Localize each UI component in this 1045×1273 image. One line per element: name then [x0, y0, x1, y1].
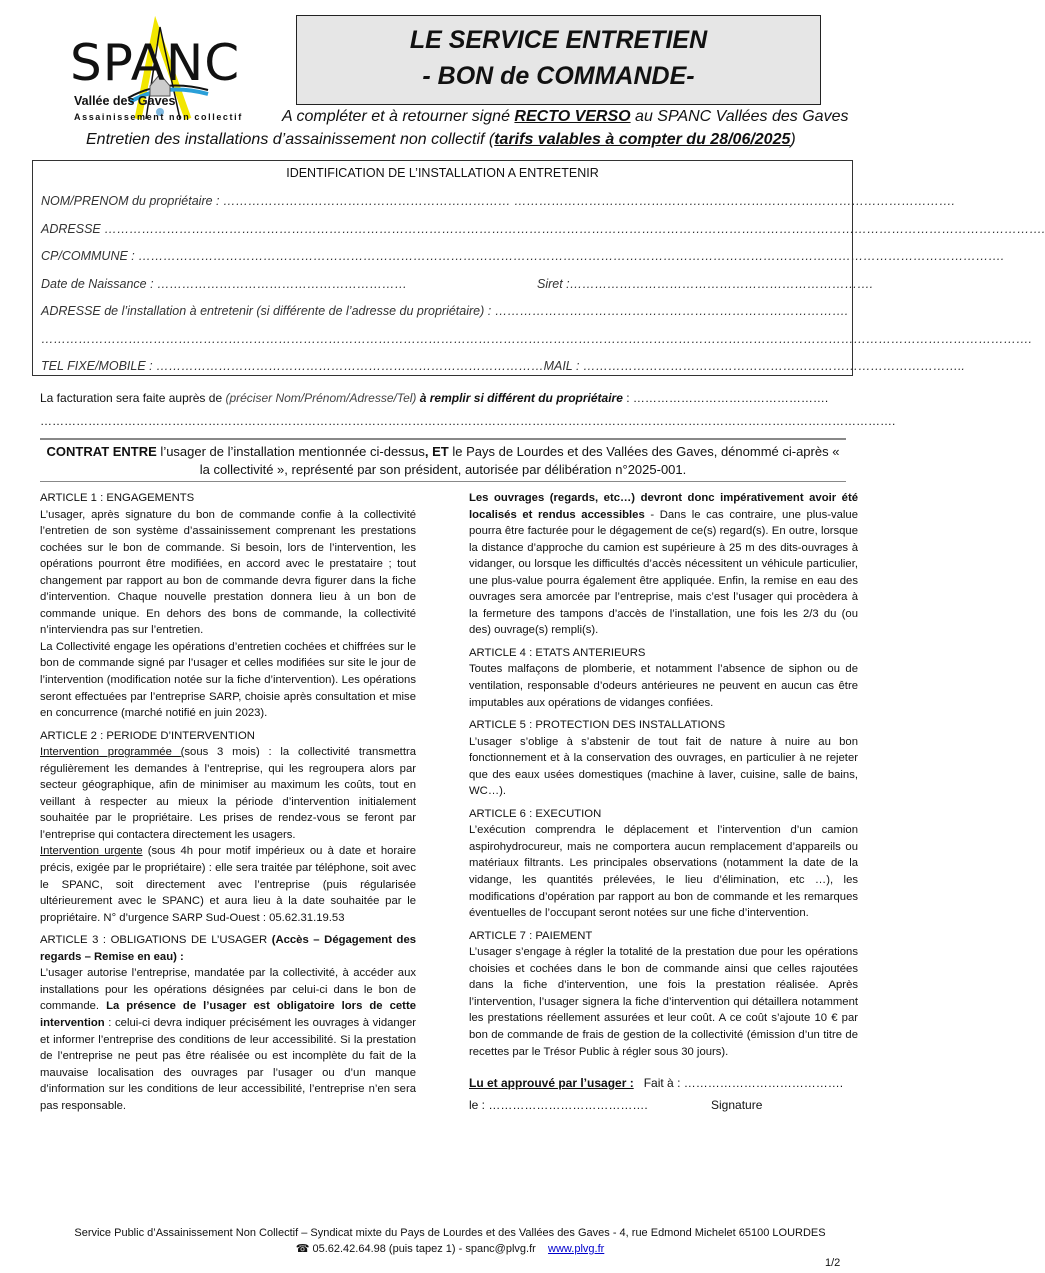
identification-form: [32, 160, 1045, 376]
article: [469, 806, 858, 922]
signature-label: Signature: [711, 1098, 763, 1113]
contract-statement: [40, 443, 846, 479]
divider: [40, 481, 846, 482]
article: [40, 728, 416, 927]
article-title: [469, 645, 858, 662]
title-box: [296, 15, 821, 105]
article-paragraph: [40, 843, 416, 926]
siret-field[interactable]: Siret :……………………………………………………………….: [537, 277, 874, 291]
birth-date-field[interactable]: Date de Naissance : ……………………………………………………: [41, 277, 408, 291]
paragraph-text: sous 3 mois) : la collectivité transmettra régulièrement les demandes à l’entreprise, qui les regroupera alors par secteur géographique, afin de minimiser au maximum les coûts, tout en veillant à respecter au mieux la période d’intervention initialement souhaitée par le propriétaire. Les prises de rendez-vous se feront par l’entreprise qui contactera directement les usagers.: [40, 746, 417, 841]
contract-text: le Pays de Lourdes et des Vallées des Gaves, dénommé ci-après « la collectivité », représenté par son président, autorisée par délibération n°2025-001.: [199, 444, 840, 477]
subtitle-line1: [282, 108, 848, 126]
paragraph-text: L’usager autorise l’entreprise, mandatée par la collectivité, à accéder aux installations pour les opérations désignées par celui-ci dans le bon de commande.: [40, 967, 416, 1013]
right-articles: [469, 490, 858, 1060]
spanc-logo: [68, 24, 258, 130]
article-title-text: ARTICLE 3 : OBLIGATIONS DE L’USAGER: [40, 934, 272, 947]
billing-condition: à remplir si différent du propriétaire: [416, 391, 623, 405]
article-paragraph: [40, 639, 416, 722]
article-title-text: ARTICLE 1 : ENGAGEMENTS: [40, 492, 195, 504]
approval-label: Lu et approuvé par l’usager :: [469, 1076, 634, 1091]
place-field[interactable]: Fait à : ………………………………….: [643, 1076, 844, 1091]
phone-mail-field[interactable]: TEL FIXE/MOBILE : …………………………………………………………………………………MAIL : ………………………………………………………………………………..: [41, 359, 965, 373]
article-paragraph: [40, 965, 416, 1114]
article-title-text: ARTICLE 4 : ETATS ANTERIEURS: [469, 646, 646, 659]
article-title-text: ARTICLE 5 : PROTECTION DES INSTALLATIONS: [469, 719, 726, 732]
approval-line: [469, 1074, 858, 1092]
paragraph-text: Intervention programmée: [40, 746, 181, 759]
logo-tagline: Assainissement non collectif: [74, 112, 243, 122]
divider: [40, 438, 846, 440]
subtitle-text: A compléter et à retourner signé: [282, 108, 515, 125]
title-line1: LE SERVICE ENTRETIEN: [409, 26, 708, 54]
article: [469, 717, 858, 800]
footer-contact: [0, 1242, 900, 1255]
billing-dots: : ………………………………………….: [622, 391, 829, 405]
article-paragraph: [469, 490, 858, 639]
billing-label: La facturation sera faite auprès de: [40, 391, 226, 405]
subtitle-recto-verso: RECTO VERSO: [514, 108, 631, 125]
address-field[interactable]: ADRESSE ……………………………………………………………………………………………………………………………………………………………………………………………………….: [41, 222, 1045, 236]
paragraph-text: Les ouvrages (regards, etc…) devront donc impérativement avoir été localisés et rendus accessibles: [469, 492, 858, 521]
contract-label: CONTRAT ENTRE: [46, 444, 157, 459]
article-paragraph: [469, 822, 858, 921]
article: [469, 645, 858, 711]
contract-et: , ET: [424, 444, 449, 459]
articles-right-column: [469, 490, 858, 1114]
paragraph-text: (sous 4h pour motif impérieux ou à date et horaire précis, exigée par le propriétaire) : elle sera traitée par téléphone, soit avec le SPANC, soit directement avec l’entreprise (puis régularisée ultérieurement avec le SPANC) et aura lieu à la date souhaitée par le propriétaire. N° d’urgence SARP Sud-Ouest : 05.62.31.19.53: [40, 845, 416, 924]
contract-text: l’usager de l’installation mentionnée ci-dessus: [156, 444, 425, 459]
footer-phone-email: 05.62.42.64.98 (puis tapez 1) - spanc@plvg.fr: [312, 1243, 536, 1255]
article-paragraph: [40, 744, 416, 843]
article-title: [469, 717, 858, 734]
paragraph-text: L’usager s’oblige à s’abstenir de tout fait de nature à nuire au bon fonctionnement et à la conservation des ouvrages, en particulier à ne rejeter que des eaux usées domestiques (machine à laver, cuisine, salle de bains, WC…).: [469, 735, 858, 798]
postcode-city-field[interactable]: CP/COMMUNE : ……………………………………………………………………………………………………………………………………………………………………………………….: [41, 249, 1005, 263]
phone-icon: ☎: [295, 1243, 310, 1255]
website-link[interactable]: www.plvg.fr: [548, 1243, 605, 1255]
paragraph-text: La Collectivité engage les opérations d’entretien cochées et chiffrées sur le bon de commande signé par l’usager et celles modifiées sur site le jour de l’intervention (modification notée sur la fiche d’intervention). Les opérations seront effectuées par l’entreprise SARP, choisie après consultation et mise en concurrence (marché notifié en juin 2023).: [40, 640, 416, 720]
owner-name-field[interactable]: NOM/PRENOM du propriétaire : …………………………………………………………… …………………………………………………………………………………………….: [41, 194, 955, 208]
subtitle-line2: [86, 131, 796, 149]
logo-text: SPANC: [70, 34, 241, 92]
title-line2: - BON de COMMANDE-: [422, 62, 695, 90]
article: [469, 490, 858, 639]
logo-subtitle: Vallée des Gaves: [74, 94, 176, 108]
installation-address-line2[interactable]: ………………………………………………………………………………………………………………………………………………………………………………………………………………….: [41, 332, 1032, 346]
paragraph-text: Intervention urgente: [40, 845, 143, 858]
paragraph-text: - Dans le cas contraire, une plus-value pourra être facturée pour le dégagement de ce(s) regard(s). En outre, lorsque la distance d’approche du camion est supérieure à 25 m des dits-ouvrages à vidanger, ou lorsque les difficultés d’accès nécessitent un véhicule particulier, une plus-value pourra également être appliquée. Enfin, la remise en eau des ouvrages sera amorcée par l’entreprise, mais c’est l’usager qui procèdera à la fermeture des tampons d’accès de l’installation, une fois les 2/3 du (ou des) ouvrage(s) rempli(s).: [469, 508, 858, 637]
paragraph-text: La présence de l’usager est obligatoire lors de cette intervention: [40, 1000, 416, 1029]
article-paragraph: [469, 734, 858, 800]
article-title-text: ARTICLE 7 : PAIEMENT: [469, 929, 593, 942]
article: [469, 928, 858, 1060]
article-title: [469, 806, 858, 823]
article-title-text: ARTICLE 2 : PERIODE D’INTERVENTION: [40, 729, 255, 742]
article: [40, 490, 416, 722]
article-title: [40, 728, 416, 745]
paragraph-text: (: [180, 746, 185, 759]
billing-line2[interactable]: …………………………………………………………………………………………………………………………………………………………………………………………….: [40, 414, 896, 428]
paragraph-text: L’exécution comprendra le déplacement et l’intervention d’un camion aspirohydrocureur, mais ne comportera aucun remplacement d’appareils ou matériaux filtrants. Les principales observations (notamment la date de la vidange, les quantités prélevées, le lieu d’élimination, etc …), les modifications d’opération par rapport au bon de commande et les remarques éventuelles de l’occupant seront notées sur une fiche d’intervention.: [469, 824, 858, 920]
articles-left-column: [40, 490, 416, 1114]
paragraph-text: : celui-ci devra indiquer précisément les ouvrages à vidanger et informer l’entreprise des conditions de leur accessibilité. Si la prestation de l’entreprise ne peut pas être réalisée ou est incomplète du fait de la mauvaise localisation des ouvrages par l’usager ou d’un manque d’information sur les conditions de leur accessibilité, l’entreprise n’en sera pas responsable.: [40, 1016, 416, 1112]
form-header: IDENTIFICATION DE L’INSTALLATION A ENTRETENIR: [286, 166, 599, 180]
page-number: 1/2: [825, 1257, 841, 1269]
paragraph-text: Toutes malfaçons de plomberie, et notamment l’absence de siphon ou de ventilation, responsable d’odeurs antérieures ne peuvent en aucun cas être imputables aux opérations de vidanges confiées.: [469, 663, 858, 709]
article: [40, 932, 416, 1114]
subtitle-text: au SPANC Vallées des Gaves: [630, 108, 849, 125]
date-field[interactable]: le : ………………………………….: [469, 1098, 648, 1113]
paragraph-text: L’usager, après signature du bon de commande confie à la collectivité l’entretien de son système d’assainissement comprenant les prestations cochées sur le bon de commande. Si besoin, lors de l’intervention, les opérations pourront être modifiées, en accord avec le prestataire ; tout changement par rapport au bon de commande devra figurer dans la fiche d’intervention. Chaque nouvelle prestation donnera lieu à un bon de commande unique. En dehors des bons de commande, la collectivité n’interviendra pas sur l’entretien.: [40, 508, 416, 637]
article-title-detail: (Accès – Dégagement des regards – Remise en eau) :: [40, 934, 417, 963]
installation-address-field[interactable]: ADRESSE de l’installation à entretenir (si différente de l’adresse du propriétaire) : ………………………………………………………………………….: [41, 304, 849, 318]
article-title: [40, 932, 416, 965]
footer-address: Service Public d’Assainissement Non Collectif – Syndicat mixte du Pays de Lourdes et des Vallées des Gaves - 4, rue Edmond Michelet 65100 LOURDES: [74, 1227, 826, 1239]
article-title-text: ARTICLE 6 : EXECUTION: [469, 807, 602, 820]
article-title: [40, 490, 416, 507]
subtitle-text: Entretien des installations d’assainissement non collectif (: [86, 131, 495, 148]
article-paragraph: [40, 507, 416, 639]
article-title: [469, 928, 858, 945]
date-line: [469, 1096, 858, 1114]
article-paragraph: [469, 944, 858, 1060]
billing-hint: (préciser Nom/Prénom/Adresse/Tel): [225, 391, 417, 405]
tariff-date: tarifs valables à compter du 28/06/2025: [494, 131, 791, 148]
subtitle-text: ): [790, 131, 796, 148]
billing-line[interactable]: [40, 391, 830, 405]
paragraph-text: L’usager s’engage à régler la totalité de la prestation due pour les opérations choisies et cochées dans le bon de commande ainsi que celles rajoutées dans la fiche d’intervention, une fois la prestation réalisée. Après l’intervention, l’usager signera la fiche d’intervention qui détaillera notamment les prestations réellement assurées et leur coût. A ce coût s’ajoute 10 € par bon de commande de frais de gestion de la collectivité (émission d’un titre de recettes par le Trésor Public à régler sous 30 jours).: [469, 946, 858, 1058]
article-paragraph: [469, 661, 858, 711]
